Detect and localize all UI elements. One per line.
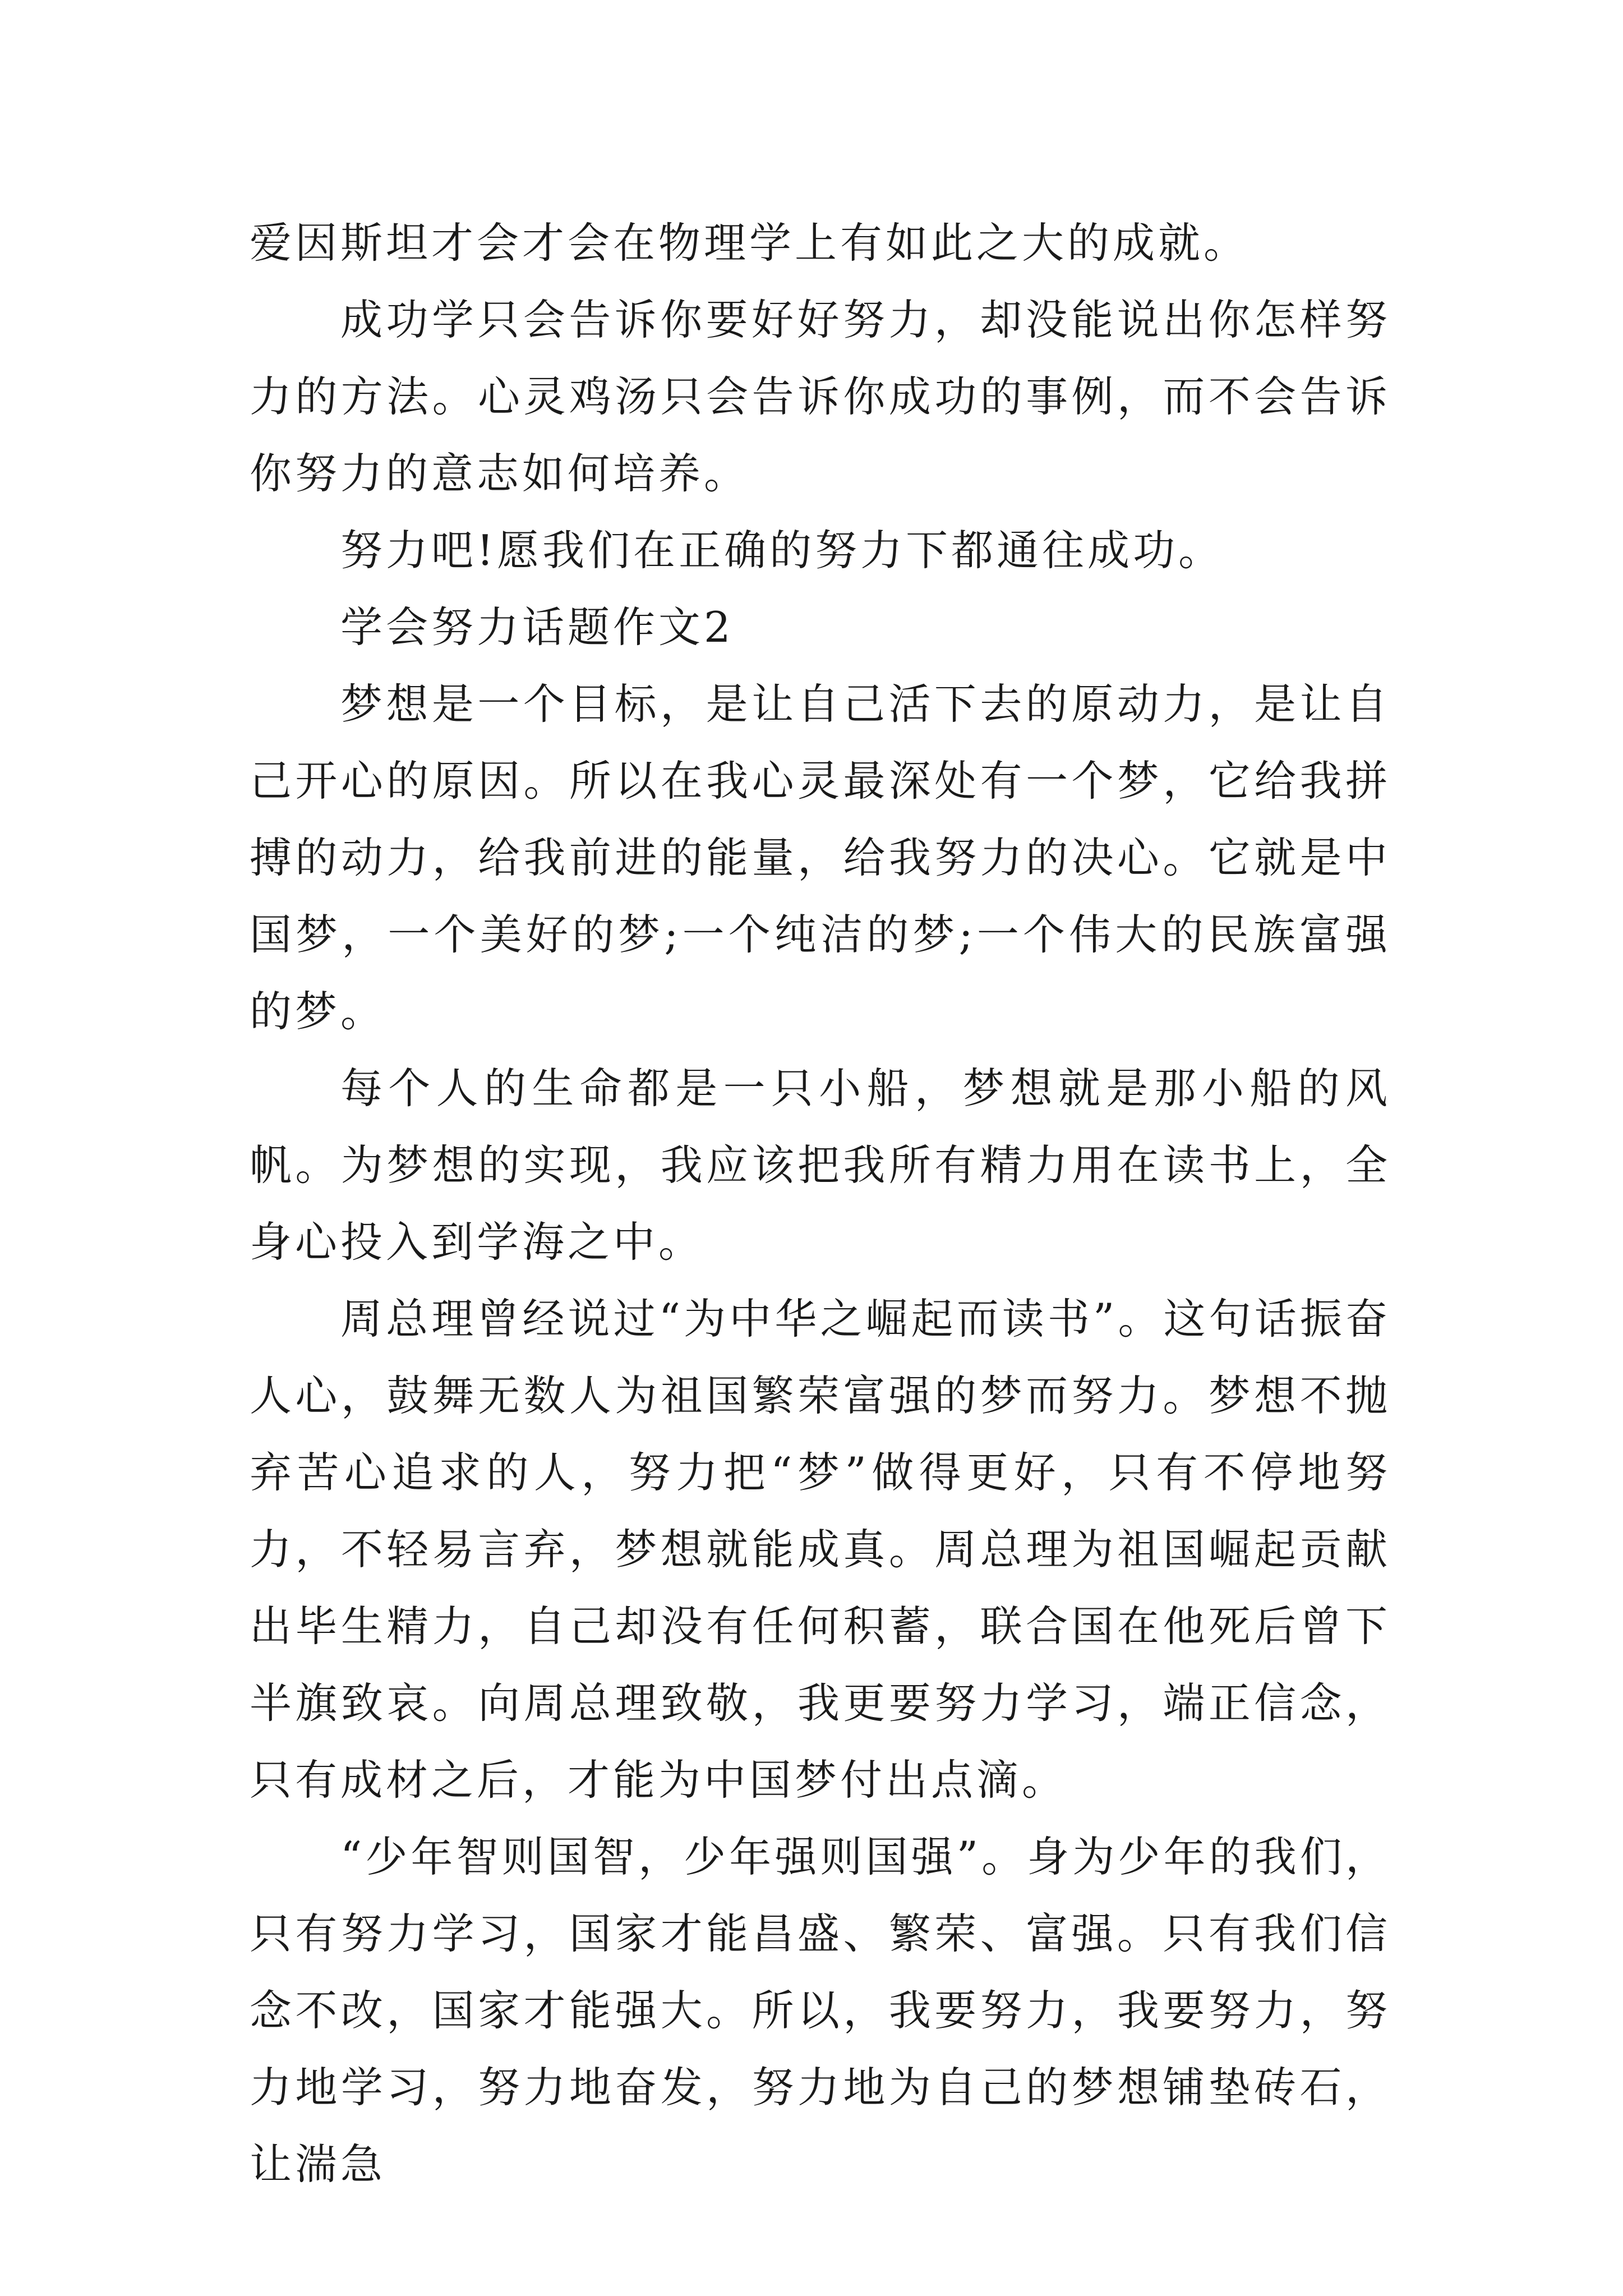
paragraph-dream-goal: 梦想是一个目标，是让自己活下去的原动力，是让自己开心的原因。所以在我心灵最深处有一个梦，它给我拼搏的动力，给我前进的能量，给我努力的决心。它就是中国梦，一个美好的梦;一个纯洁的梦;一个伟大的民族富强的梦。 (250, 679, 1391, 1036)
essay-title: 学会努力话题作文2 (340, 602, 734, 652)
paragraph-youth-strong: “少年智则国智，少年强则国强”。身为少年的我们，只有努力学习，国家才能昌盛、繁荣、富强。只有我们信念不改，国家才能强大。所以，我要努力，我要努力，努力地学习，努力地奋发，努力地为自己的梦想铺垫砖石，让湍急 (250, 1832, 1391, 2189)
paragraph-continuation: 爱因斯坦才会才会在物理学上有如此之大的成就。 (250, 218, 1249, 268)
paragraph-closing: 努力吧!愿我们在正确的努力下都通往成功。 (340, 526, 1224, 575)
paragraph-life-boat: 每个人的生命都是一只小船，梦想就是那小船的风帆。为梦想的实现，我应该把我所有精力用在读书上，全身心投入到学海之中。 (250, 1064, 1391, 1267)
document-body (250, 205, 1391, 2203)
paragraph-premier-zhou: 周总理曾经说过“为中华之崛起而读书”。这句话振奋人心，鼓舞无数人为祖国繁荣富强的梦而努力。梦想不抛弃苦心追求的人，努力把“梦”做得更好，只有不停地努力，不轻易言弃，梦想就能成真。周总理为祖国崛起贡献出毕生精力，自己却没有任何积蓄，联合国在他死后曾下半旗致哀。向周总理致敬，我更要努力学习，端正信念，只有成材之后，才能为中国梦付出点滴。 (250, 1294, 1391, 1805)
paragraph-success-studies: 成功学只会告诉你要好好努力，却没能说出你怎样努力的方法。心灵鸡汤只会告诉你成功的事例，而不会告诉你努力的意志如何培养。 (250, 295, 1391, 498)
